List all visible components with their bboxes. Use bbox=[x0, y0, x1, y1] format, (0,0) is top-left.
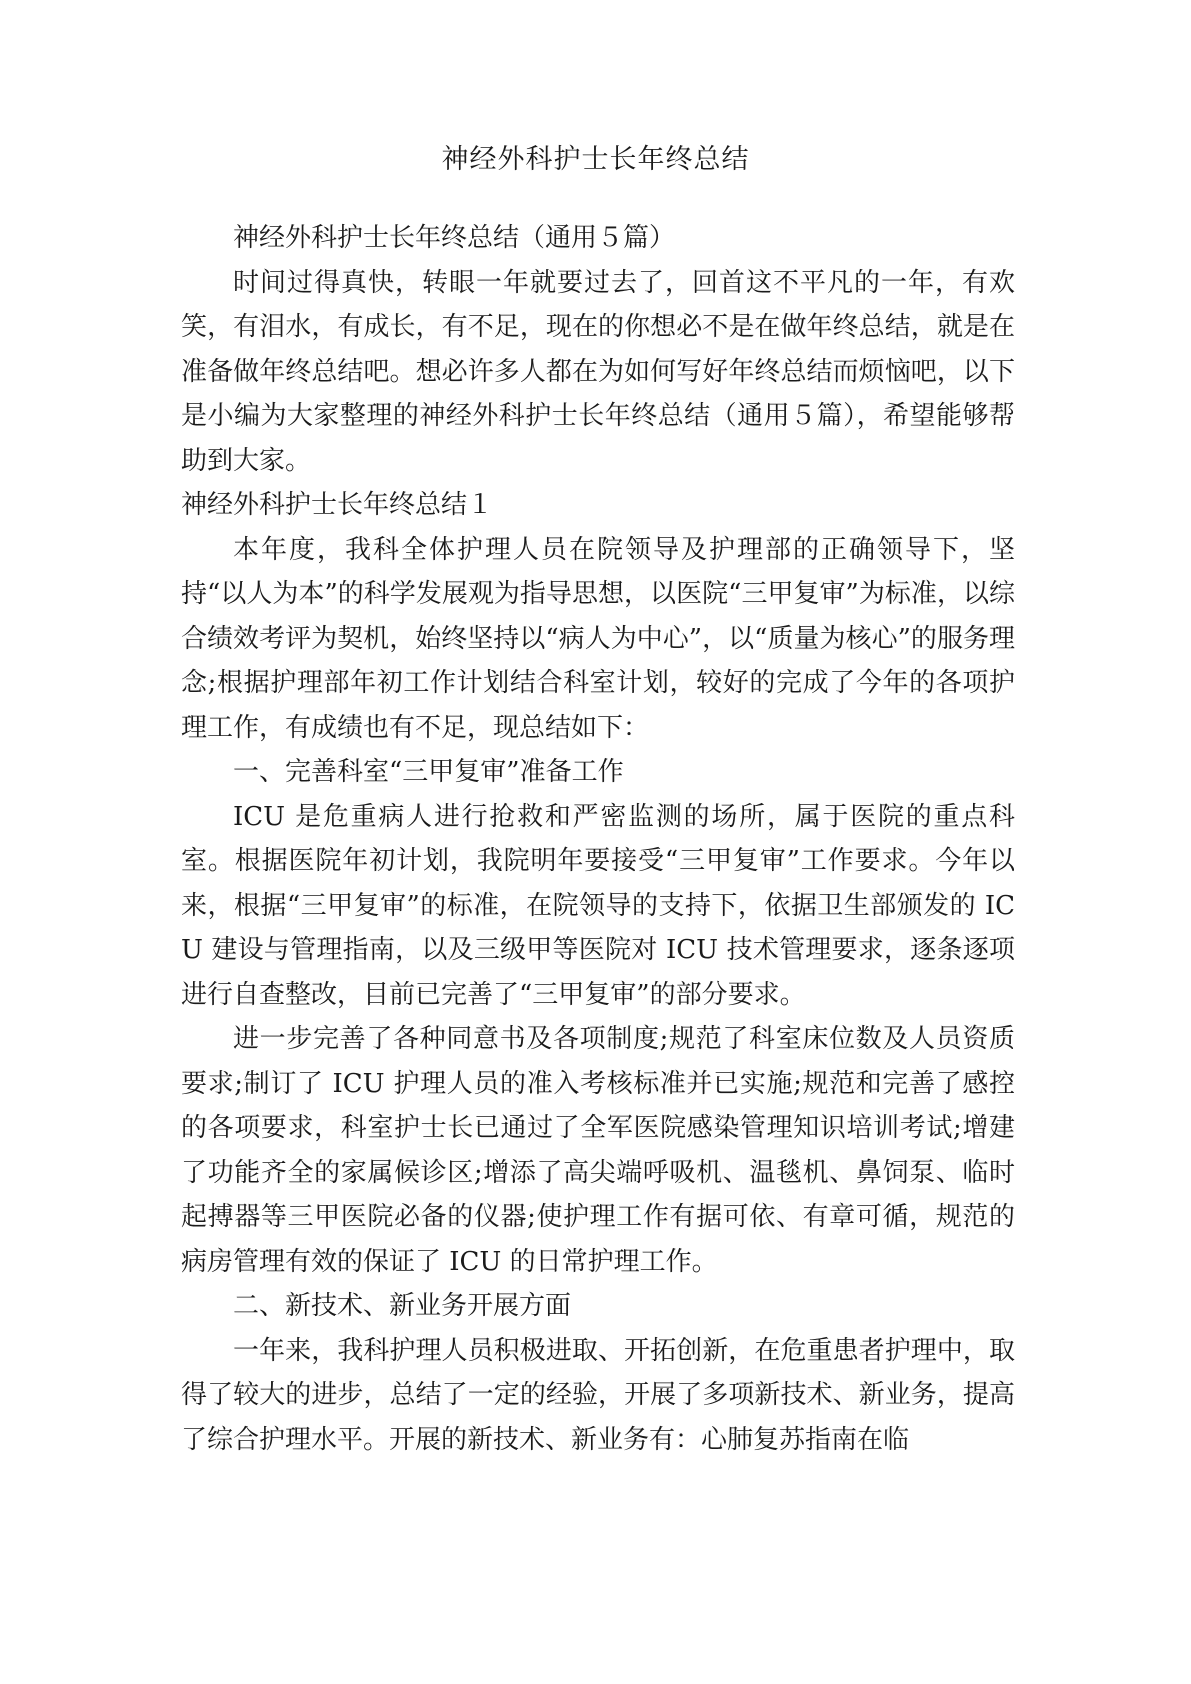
section-heading-1: 神经外科护士长年终总结１ bbox=[181, 490, 494, 520]
body-paragraph: 一年来，我科护理人员积极进取、开拓创新，在危重患者护理中，取得了较大的进步，总结了一定的经验，开展了多项新技术、新业务，提高了综合护理水平。开展的新技术、新业务有：心肺复苏指南在临 bbox=[181, 1335, 1015, 1455]
body-paragraph: 本年度，我科全体护理人员在院领导及护理部的正确领导下，坚持“以人为本”的科学发展观为指导思想，以医院“三甲复审”为标准，以综合绩效考评为契机，始终坚持以“病人为中心”，以“质量为核心”的服务理念;根据护理部年初工作计划结合科室计划，较好的完成了今年的各项护理工作，有成绩也有不足，现总结如下： bbox=[181, 534, 1015, 743]
document-body bbox=[181, 216, 1015, 1462]
subsection-heading: 一、完善科室“三甲复审”准备工作 bbox=[233, 757, 624, 787]
intro-paragraph: 时间过得真快，转眼一年就要过去了，回首这不平凡的一年，有欢笑，有泪水，有成长，有不足，现在的你想必不是在做年终总结，就是在准备做年终总结吧。想必许多人都在为如何写好年终总结而烦恼吧，以下是小编为大家整理的神经外科护士长年终总结（通用５篇），希望能够帮助到大家。 bbox=[181, 267, 1015, 476]
subsection-heading: 二、新技术、新业务开展方面 bbox=[233, 1291, 572, 1321]
body-paragraph: ICU 是危重病人进行抢救和严密监测的场所，属于医院的重点科室。根据医院年初计划，我院明年要接受“三甲复审”工作要求。今年以来，根据“三甲复审”的标准，在院领导的支持下，依据卫生部颁发的 ICU 建设与管理指南，以及三级甲等医院对 ICU 技术管理要求，逐条逐项进行自查整改，目前已完善了“三甲复审”的部分要求。 bbox=[181, 801, 1015, 1010]
body-paragraph: 进一步完善了各种同意书及各项制度;规范了科室床位数及人员资质要求;制订了 ICU 护理人员的准入考核标准并已实施;规范和完善了感控的各项要求，科室护士长已通过了全军医院感染管理知识培训考试;增建了功能齐全的家属候诊区;增添了高尖端呼吸机、温毯机、鼻饲泵、临时起搏器等三甲医院必备的仪器;使护理工作有据可依、有章可循，规范的病房管理有效的保证了 ICU 的日常护理工作。 bbox=[181, 1024, 1015, 1277]
subtitle-paragraph: 神经外科护士长年终总结（通用５篇） bbox=[233, 223, 676, 253]
document-title: 神经外科护士长年终总结 bbox=[441, 144, 750, 175]
